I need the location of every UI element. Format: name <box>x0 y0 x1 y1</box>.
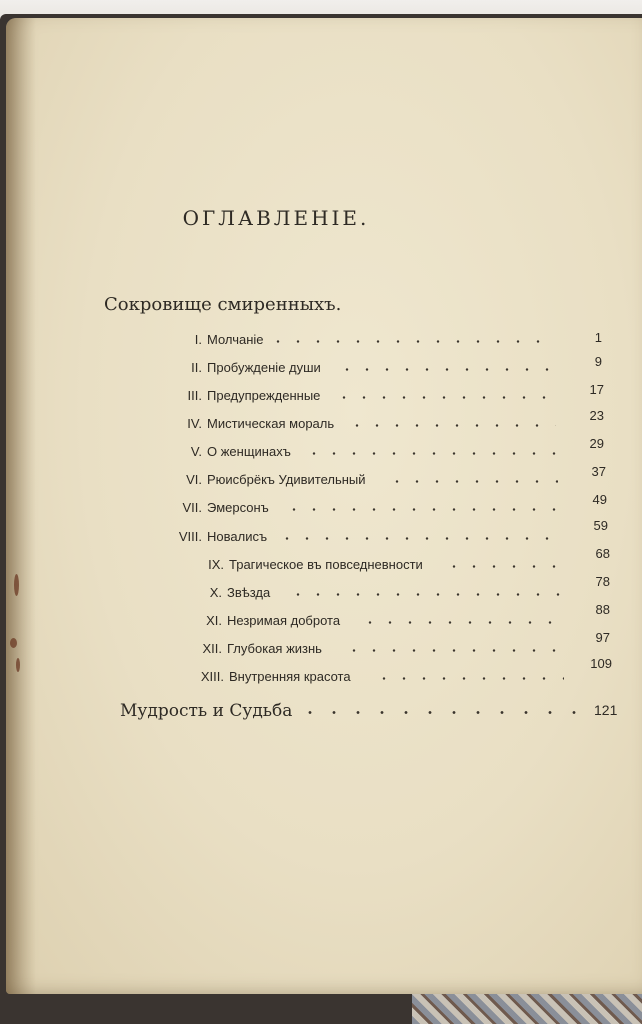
entry-title: Молчаніе <box>207 332 264 347</box>
dot-leader <box>298 711 588 714</box>
dot-leader <box>374 677 564 680</box>
dot-leader <box>268 340 554 343</box>
entry-page-number: 1 <box>594 330 602 345</box>
dot-leader <box>284 508 559 511</box>
entry-title: Мистическая мораль <box>207 416 335 431</box>
entry-page-number: 23 <box>589 408 604 423</box>
entry-page-number: 97 <box>595 630 610 645</box>
final-entry-title: Мудрость и Судьба <box>120 701 293 721</box>
toc-entry <box>162 529 267 551</box>
dot-leader <box>344 649 562 652</box>
entry-number: I. <box>194 332 202 347</box>
entry-title: Звѣзда <box>227 585 271 600</box>
dot-leader <box>347 424 556 427</box>
entry-number: X. <box>209 585 222 600</box>
toc-entry <box>162 444 291 466</box>
section-title: Сокровище смиренныхъ. <box>104 294 342 315</box>
entry-page-number: 78 <box>595 574 610 589</box>
entry-number: IX. <box>208 557 224 572</box>
entry-page-number: 29 <box>589 436 604 451</box>
dot-leader <box>277 537 560 540</box>
toc-entry <box>184 557 423 579</box>
entry-page-number: 9 <box>594 354 602 369</box>
entry-page-number: 88 <box>595 602 610 617</box>
entry-title: Глубокая жизнь <box>227 641 322 656</box>
entry-page-number: 17 <box>589 382 604 397</box>
toc-entry <box>162 500 269 522</box>
entry-number: VII. <box>182 500 202 515</box>
entry-title: Предупрежденные <box>207 388 321 403</box>
entry-number: V. <box>190 444 202 459</box>
entry-page-number: 37 <box>591 464 606 479</box>
toc-entry <box>182 641 322 663</box>
toc-entry <box>162 472 366 494</box>
page-title: ОГЛАВЛЕНІЕ. <box>182 206 370 230</box>
toc-entry <box>162 416 334 438</box>
entry-title: Новалисъ <box>207 529 268 544</box>
toc-entry <box>182 585 270 607</box>
entry-number: II. <box>191 360 202 375</box>
toc-entry <box>162 388 320 410</box>
entry-title: Рюисбрёкъ Удивительный <box>207 472 366 487</box>
entry-title: Пробужденіе души <box>207 360 321 375</box>
entry-number: XI. <box>206 613 222 628</box>
entry-page-number: 68 <box>595 546 610 561</box>
entry-number: XII. <box>202 641 222 656</box>
final-entry-page: 121 <box>594 702 618 718</box>
entry-number: VIII. <box>178 529 202 544</box>
dot-leader <box>387 480 558 483</box>
entry-title: Незримая доброта <box>227 613 341 628</box>
dot-leader <box>334 396 556 399</box>
entry-number: IV. <box>187 416 202 431</box>
dot-leader <box>337 368 554 371</box>
book-page <box>6 18 642 994</box>
entry-number: VI. <box>186 472 202 487</box>
entry-page-number: 59 <box>593 518 608 533</box>
dot-leader <box>360 621 562 624</box>
dot-leader <box>288 593 562 596</box>
entry-page-number: 49 <box>592 492 607 507</box>
entry-title: Эмерсонъ <box>207 500 269 515</box>
entry-title: О женщинахъ <box>207 444 291 459</box>
entry-number: XIII. <box>200 669 224 684</box>
entry-number: III. <box>187 388 202 403</box>
toc-entry <box>162 332 264 354</box>
toc-entry <box>182 613 340 635</box>
entry-title: Внутренняя красота <box>229 669 351 684</box>
dot-leader <box>444 565 562 568</box>
dot-leader <box>304 452 556 455</box>
entry-page-number: 109 <box>590 656 612 671</box>
toc-entry <box>184 669 351 691</box>
toc-entry <box>162 360 321 382</box>
entry-title: Трагическое въ повседневности <box>229 557 423 572</box>
table-of-contents <box>6 18 642 994</box>
